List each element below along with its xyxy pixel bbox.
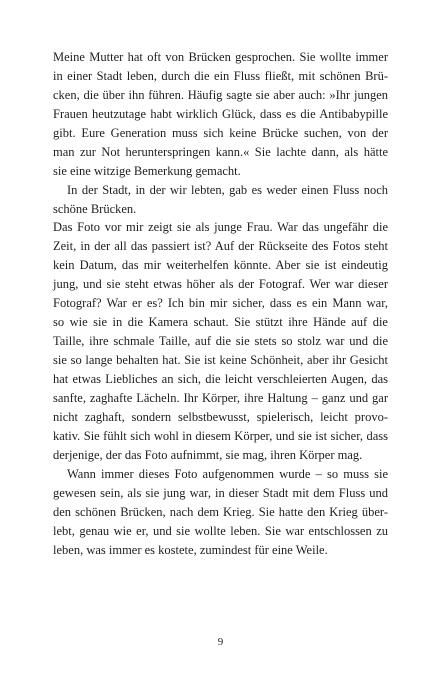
text-line: sanfte, zaghafte Lächeln. Ihr Körper, ihre Haltung – ganz und gar [53, 391, 388, 405]
text-line: leben, was immer es kostete, zumindest für eine Weile. [53, 543, 328, 557]
text-line: gewesen sein, als sie jung war, in dieser Stadt mit dem Fluss und [53, 486, 388, 500]
text-line: so wie sie in die Kamera schaut. Sie stützt ihre Hände auf die [53, 315, 388, 329]
text-line: Taille, ihre schmale Taille, auf die sie stets so stolz war und die [53, 334, 388, 348]
text-line: lebt, genau wie er, und sie wollte leben. Sie war entschlossen zu [53, 524, 388, 538]
text-line: Zeit, in der all das passiert ist? Auf der Rückseite des Fotos steht [53, 239, 388, 253]
text-line: sie eine witzige Bemerkung gemacht. [53, 164, 241, 178]
text-line: nicht zaghaft, sondern selbstbewusst, spielerisch, leicht provo- [53, 410, 388, 424]
text-line: hat etwas Liebliches an sich, die leicht verschleierten Augen, das [53, 372, 388, 386]
text-line: gibt. Eure Generation muss sich keine Brücke suchen, von der [53, 126, 388, 140]
text-line: jung, und sie steht etwas höher als der Fotograf. Wer war dieser [53, 277, 388, 291]
text-section-2 [53, 218, 388, 560]
text-line: man zur Not herunterspringen kann.« Sie lachte dann, als hätte [53, 145, 388, 159]
text-line: cken, die über ihn führen. Häufig sagte sie aber auch: »Ihr jungen [53, 88, 388, 102]
text-line: sie so lange behalten hat. Sie ist keine Schönheit, aber ihr Gesicht [53, 353, 388, 367]
text-line: Das Foto vor mir zeigt sie als junge Frau. War das ungefähr die [53, 220, 388, 234]
text-line: Fotograf? War er es? Ich bin mir sicher, dass es ein Mann war, [53, 296, 388, 310]
page-number: 9 [217, 636, 224, 648]
text-line: den schönen Brücken, nach dem Krieg. Sie hatte den Krieg über- [53, 505, 388, 519]
text-line: derjenige, der das Foto aufnimmt, sie mag, ihren Körper mag. [53, 448, 363, 462]
text-line: Wann immer dieses Foto aufgenommen wurde – so muss sie [67, 467, 388, 481]
text-line: In der Stadt, in der wir lebten, gab es weder einen Fluss noch [67, 183, 388, 197]
text-line: Meine Mutter hat oft von Brücken gesprochen. Sie wollte immer [53, 50, 388, 64]
text-line: kativ. Sie fühlt sich wohl in diesem Körper, und sie ist sicher, dass [53, 429, 388, 443]
text-line: schöne Brücken. [53, 202, 137, 216]
text-line: in einer Stadt leben, durch die ein Fluss fließt, mit schönen Brü- [53, 69, 388, 83]
text-line: Frauen heutzutage habt wirklich Glück, dass es die Antibabypille [53, 107, 388, 121]
text-line: kein Datum, das mir weiterhelfen könnte. Aber sie ist eindeutig [53, 258, 388, 272]
text-section-1 [53, 48, 388, 219]
